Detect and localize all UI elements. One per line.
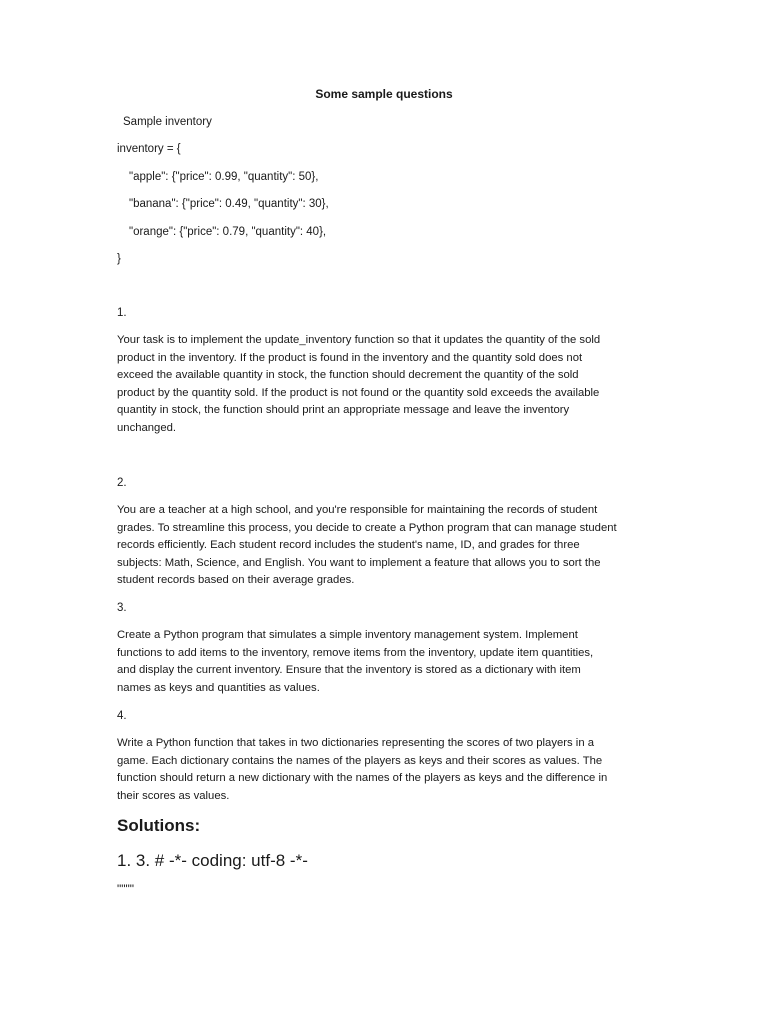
question-line: game. Each dictionary contains the names of the players as keys and their scores as values. The <box>117 754 603 767</box>
question-line: Create a Python program that simulates a simple inventory management system. Implement <box>117 629 578 641</box>
question-number: 3. <box>117 602 127 614</box>
question-line: student records based on their average grades. <box>117 574 355 587</box>
question-line: function should return a new dictionary with the names of the players as keys and the difference in <box>117 772 608 785</box>
code-line-orange: "orange": {"price": 0.79, "quantity": 40}, <box>129 226 327 238</box>
question-line: quantity in stock, the function should print an appropriate message and leave the inventory <box>117 404 570 417</box>
question-line: Write a Python function that takes in two dictionaries representing the scores of two players in a <box>117 737 595 749</box>
document-title: Some sample questions <box>315 87 453 101</box>
question-line: exceed the available quantity in stock, the function should decrement the quantity of the sold <box>117 369 579 382</box>
question-line: their scores as values. <box>117 789 230 802</box>
question-line: Your task is to implement the update_inventory function so that it updates the quantity of the sold <box>117 334 601 346</box>
question-line: product by the quantity sold. If the product is not found or the quantity sold exceeds the available <box>117 386 600 399</box>
question-line: functions to add items to the inventory, remove items from the inventory, update item quantities, <box>117 646 594 659</box>
question-line: and display the current inventory. Ensure that the inventory is stored as a dictionary with item <box>117 664 581 677</box>
code-line-close: } <box>117 253 121 265</box>
docstring-open: """" <box>117 882 135 896</box>
question-line: unchanged. <box>117 421 177 434</box>
code-line-open: inventory = { <box>117 143 181 155</box>
question-number: 2. <box>117 477 127 489</box>
code-line-apple: "apple": {"price": 0.99, "quantity": 50}, <box>129 171 319 183</box>
solution-code-line: 1. 3. # -*- coding: utf-8 -*- <box>117 851 308 870</box>
question-line: You are a teacher at a high school, and you're responsible for maintaining the records of student <box>117 504 598 516</box>
question-text <box>117 502 647 590</box>
question-text <box>117 332 647 438</box>
code-line-banana: "banana": {"price": 0.49, "quantity": 30}, <box>129 198 329 210</box>
question-line: subjects: Math, Science, and English. You want to implement a feature that allows you to sort the <box>117 556 601 569</box>
question-line: grades. To streamline this process, you decide to create a Python program that can manage student <box>117 521 617 534</box>
inventory-heading: Sample inventory <box>123 116 212 128</box>
question-line: records efficiently. Each student record includes the student's name, ID, and grades for three <box>117 539 580 552</box>
question-number: 4. <box>117 710 127 722</box>
solutions-heading: Solutions: <box>117 816 201 835</box>
question-line: product in the inventory. If the product is found in the inventory and the quantity sold does not <box>117 351 583 364</box>
question-text <box>117 735 647 805</box>
question-number: 1. <box>117 307 127 319</box>
question-line: names as keys and quantities as values. <box>117 681 320 694</box>
question-text <box>117 627 647 697</box>
